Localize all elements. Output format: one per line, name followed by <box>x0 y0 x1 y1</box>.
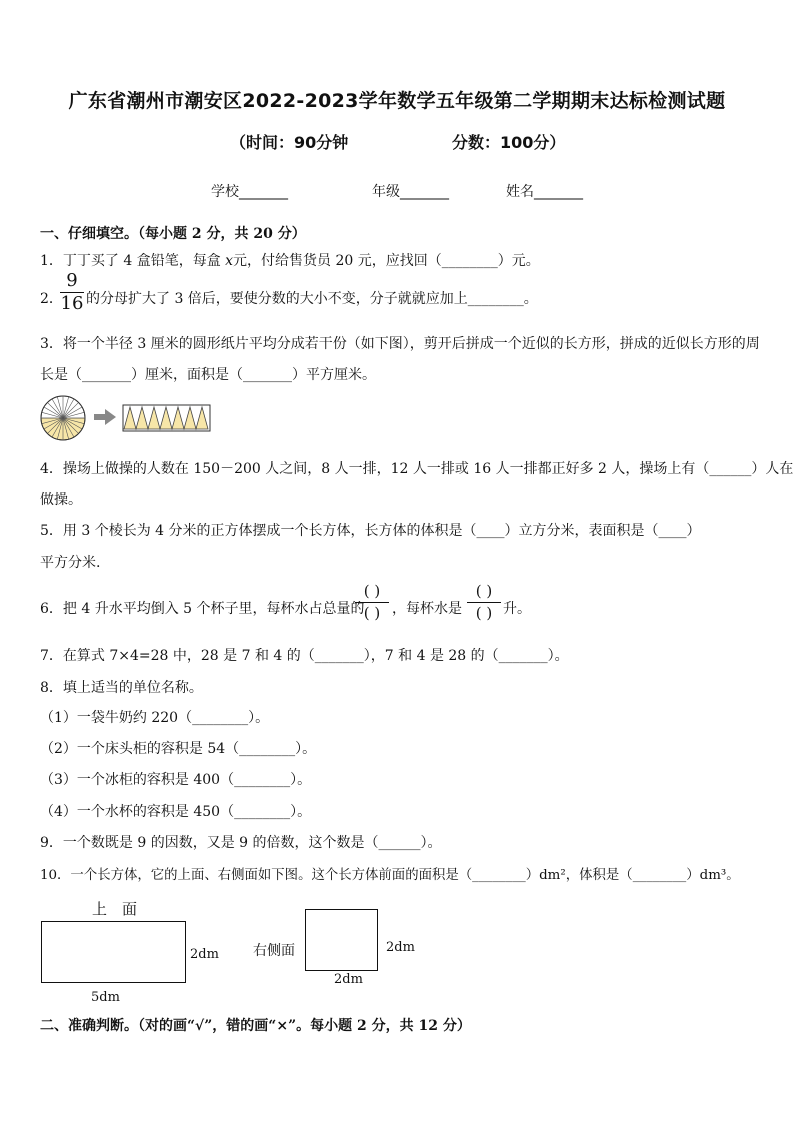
fraction-bar <box>467 602 501 603</box>
school-field: 学校_______ <box>211 184 288 200</box>
right-face-square <box>305 909 378 971</box>
question-8-item-2: （2）一个床头柜的容积是 54（________）。 <box>40 741 317 757</box>
question-5-line-1: 5．用 3 个棱长为 4 分米的正方体摆成一个长方体，长方体的体积是（____）立方分米，表面积是（____） <box>40 523 701 539</box>
question-6-text-3: 升。 <box>503 601 531 617</box>
question-5-line-2: 平方分米. <box>40 555 101 571</box>
fraction-blank-numerator: ( ) <box>363 582 381 600</box>
question-10: 10．一个长方体，它的上面、右侧面如下图。这个长方体前面的面积是（________）dm²，体积是（________）dm³。 <box>40 868 740 883</box>
question-6-fraction-blank-2 <box>467 583 501 622</box>
question-8: 8．填上适当的单位名称。 <box>40 680 203 696</box>
question-3-line-1: 3．将一个半径 3 厘米的圆形纸片平均分成若干份（如下图），剪开后拼成一个近似的长方形，拼成的近似长方形的周 <box>40 336 760 352</box>
section-2-heading: 二、准确判断。（对的画“√”，错的画“×”。每小题 2 分，共 12 分） <box>40 1018 471 1034</box>
fraction-blank-denominator: ( ) <box>363 604 381 622</box>
question-3-line-2: 长是（_______）厘米，面积是（_______）平方厘米。 <box>40 367 376 383</box>
question-4-line-1: 4．操场上做操的人数在 150－200 人之间，8 人一排，12 人一排或 16 人一排都正好多 2 人，操场上有（______）人在 <box>40 461 794 477</box>
question-4-line-2: 做操。 <box>40 492 82 508</box>
section-1-heading: 一、仔细填空。（每小题 2 分，共 20 分） <box>40 226 306 242</box>
name-field: 姓名_______ <box>506 184 583 200</box>
circle-to-rectangle-figure <box>38 393 214 443</box>
question-9: 9．一个数既是 9 的因数，又是 9 的倍数，这个数是（______）。 <box>40 835 442 851</box>
fraction-blank-numerator: ( ) <box>475 582 493 600</box>
grade-field: 年级_______ <box>372 184 449 200</box>
divided-circle <box>41 396 85 440</box>
right-face-label: 右侧面 <box>253 943 295 959</box>
right-face-height-label: 2dm <box>386 940 415 955</box>
question-8-item-3: （3）一个冰柜的容积是 400（________）。 <box>40 772 312 788</box>
question-2-number: 2． <box>40 291 63 307</box>
question-6-text-2: ，每杯水是 <box>392 601 462 617</box>
right-face-width-label: 2dm <box>334 972 363 987</box>
question-2-fraction <box>60 271 84 314</box>
top-face-height-label: 2dm <box>190 947 219 962</box>
top-face-width-label: 5dm <box>91 990 120 1005</box>
question-8-item-4: （4）一个水杯的容积是 450（________）。 <box>40 804 312 820</box>
top-face-label: 上 面 <box>92 900 138 918</box>
exam-score: 分数：100分） <box>452 133 566 152</box>
fraction-bar <box>355 602 389 603</box>
question-2-text: 的分母扩大了 3 倍后，要使分数的大小不变，分子就就应加上________。 <box>86 291 538 307</box>
question-8-item-1: （1）一袋牛奶约 220（________）。 <box>40 710 270 726</box>
fraction-blank-denominator: ( ) <box>475 604 493 622</box>
page-title: 广东省潮州市潮安区2022-2023学年数学五年级第二学期期末达标检测试题 <box>68 90 726 112</box>
fraction-numerator: 9 <box>66 270 78 291</box>
approximate-rectangle <box>123 405 210 431</box>
arrow-right-icon <box>94 409 116 425</box>
question-7: 7．在算式 7×4=28 中，28 是 7 和 4 的（_______），7 和 4 是 28 的（_______）。 <box>40 648 569 664</box>
question-6-fraction-blank-1 <box>355 583 389 622</box>
question-6-text-1: 6．把 4 升水平均倒入 5 个杯子里，每杯水占总量的 <box>40 601 365 617</box>
fraction-denominator: 16 <box>60 293 84 314</box>
top-face-rectangle <box>41 921 186 983</box>
exam-time: （时间：90分钟 <box>230 133 349 152</box>
question-1: 1．丁丁买了 4 盒铅笔，每盒 𝑥元，付给售货员 20 元，应找回（________）元。 <box>40 253 540 269</box>
